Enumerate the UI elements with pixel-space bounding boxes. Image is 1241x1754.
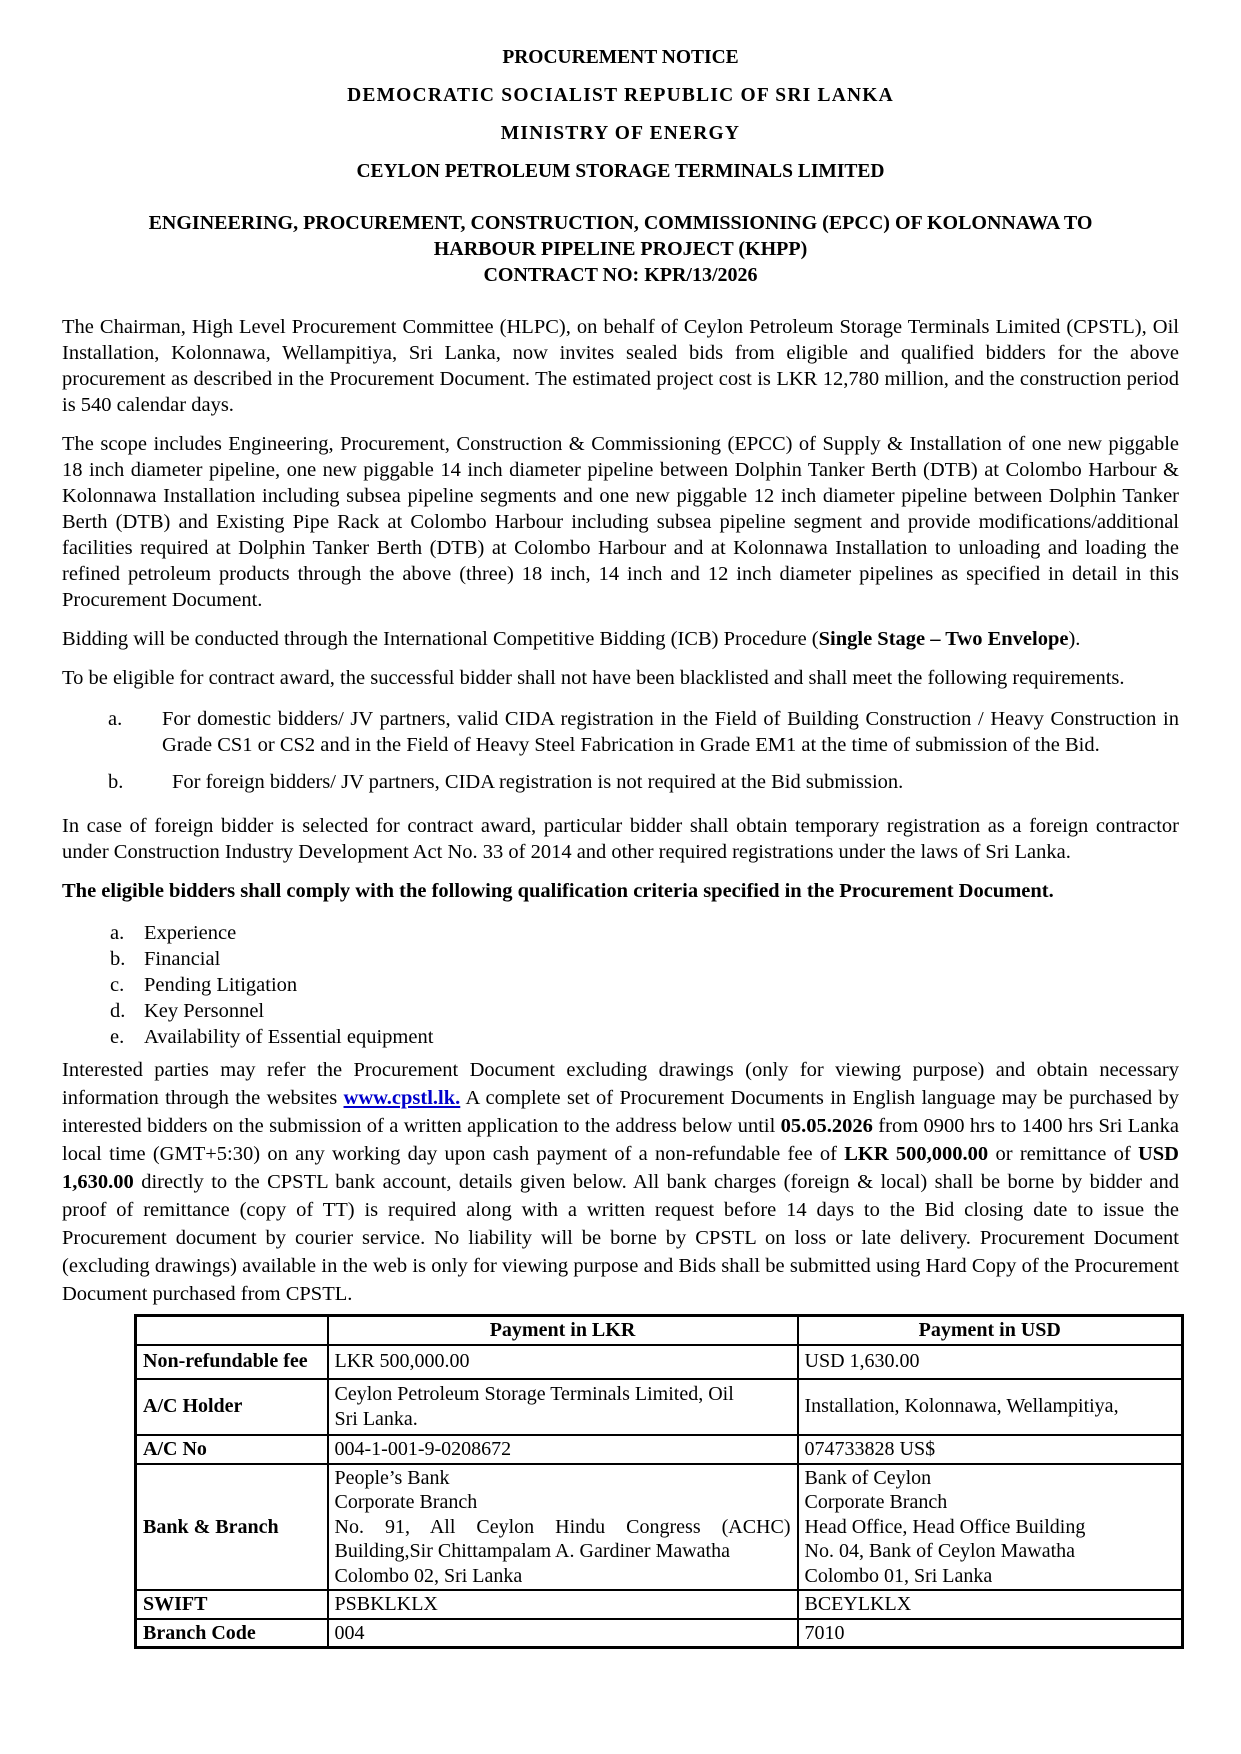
qualification-item-text: Key Personnel xyxy=(144,1000,265,1022)
list-marker: d. xyxy=(110,1000,126,1022)
project-title-block xyxy=(62,210,1179,288)
requirement-item-a-text: For domestic bidders/ JV partners, valid CIDA registration in the Field of Building Construction / Heavy Construction in Grade CS1 or CS2 and in the Field of Heavy Steel Fabrication in Grade EM1 at the time of submission of the Bid. xyxy=(162,708,1179,756)
qualification-item-experience xyxy=(62,920,1179,946)
fee-usd-cell: USD 1,630.00 xyxy=(798,1345,1183,1379)
paragraph-bidding-procedure xyxy=(62,626,1179,652)
bank-branch-lkr-cell xyxy=(328,1464,798,1591)
paragraph-scope: The scope includes Engineering, Procurement, Construction & Commissioning (EPCC) of Supply & Installation of one new piggable 18 inch diameter pipeline, one new piggable 14 inch diameter pipeline between Dolphin Tanker Berth (DTB) at Colombo Harbour & Kolonnawa Installation including subsea pipeline segments and one new piggable 12 inch diameter pipeline between Dolphin Tanker Berth (DTB) and Existing Pipe Rack at Colombo Harbour including subsea pipeline segment and provide modifications/additional facilities required at Dolphin Tanker Berth (DTB) at Colombo Harbour and at Kolonnawa Installation to unloading and loading the refined petroleum products through the above (three) 18 inch, 14 inch and 12 inch diameter pipelines as specified in detail in this Procurement Document. xyxy=(62,433,1179,611)
table-row-ac-holder xyxy=(136,1379,1183,1435)
cell-line: Colombo 01, Sri Lanka xyxy=(804,1564,993,1587)
paragraph-eligibility: To be eligible for contract award, the successful bidder shall not have been blacklisted and shall meet the following requirements. xyxy=(62,667,1125,689)
fee-label-cell: Non-refundable fee xyxy=(136,1345,328,1379)
text-segment: from 0900 hrs to 1400 hrs Sri Lanka local time (GMT+5:30) on any working day upon cash payment of a non-refundable fee of xyxy=(62,1115,1180,1165)
qualification-item-text: Financial xyxy=(144,948,221,970)
ac-no-usd-cell: 074733828 US$ xyxy=(798,1435,1183,1464)
table-row-non-refundable-fee xyxy=(136,1345,1183,1379)
list-marker: e. xyxy=(110,1026,125,1048)
cell-line: Corporate Branch xyxy=(804,1491,948,1513)
requirement-item-b xyxy=(62,769,1179,795)
branch-code-lkr-cell: 004 xyxy=(328,1619,798,1648)
header-empty-cell xyxy=(136,1316,328,1345)
bold-text: USD 1,630.00 xyxy=(62,1143,1179,1193)
header-payment-lkr: Payment in LKR xyxy=(328,1316,798,1345)
list-marker: b. xyxy=(108,771,124,793)
contract-number: CONTRACT NO: KPR/13/2026 xyxy=(483,264,758,286)
qualification-item-key-personnel xyxy=(62,998,1179,1024)
table-header-row xyxy=(136,1316,1183,1345)
project-title-line1: ENGINEERING, PROCUREMENT, CONSTRUCTION, COMMISSIONING (EPCC) OF KOLONNAWA TO xyxy=(148,212,1093,234)
text-segment: Interested parties may refer the Procurement Document excluding drawings (only for viewing purpose) and obtain necessary information through the websites xyxy=(62,1059,1179,1109)
paragraph-purchase-info xyxy=(62,1056,1179,1308)
text-segment: A complete set of Procurement Documents in English language may be purchased by interested bidders on the submission of a written application to the address below until xyxy=(62,1087,1179,1137)
branch-code-label-cell: Branch Code xyxy=(136,1619,328,1648)
bold-text: LKR 500,000.00 xyxy=(844,1143,989,1165)
ac-holder-usd-cell: Installation, Kolonnawa, Wellampitiya, xyxy=(798,1379,1183,1435)
project-title-line2: HARBOUR PIPELINE PROJECT (KHPP) xyxy=(433,238,808,260)
qualification-item-text: Pending Litigation xyxy=(144,974,298,996)
text-segment: or remittance of xyxy=(988,1143,1138,1165)
list-marker: b. xyxy=(110,948,126,970)
table-row-bank-branch xyxy=(136,1464,1183,1591)
table-row-swift xyxy=(136,1590,1183,1619)
ac-no-label-cell: A/C No xyxy=(136,1435,328,1464)
ac-holder-label-cell: A/C Holder xyxy=(136,1379,328,1435)
cell-line: No. 04, Bank of Ceylon Mawatha xyxy=(804,1540,1076,1562)
cell-line: No. 91, All Ceylon Hindu Congress (ACHC) xyxy=(334,1515,791,1538)
doc-title-company: CEYLON PETROLEUM STORAGE TERMINALS LIMITED xyxy=(356,161,885,182)
qualification-item-equipment xyxy=(62,1024,1179,1050)
qualification-item-text: Experience xyxy=(144,922,237,944)
swift-usd-cell: BCEYLKLX xyxy=(798,1590,1183,1619)
branch-code-usd-cell: 7010 xyxy=(798,1619,1183,1648)
swift-label-cell: SWIFT xyxy=(136,1590,328,1619)
table-row-ac-no xyxy=(136,1435,1183,1464)
cell-line: Bank of Ceylon xyxy=(804,1466,932,1489)
table-row-branch-code xyxy=(136,1619,1183,1648)
header-payment-usd: Payment in USD xyxy=(798,1316,1183,1345)
doc-title-country: DEMOCRATIC SOCIALIST REPUBLIC OF SRI LANKA xyxy=(347,85,894,106)
qualification-item-pending-litigation xyxy=(62,972,1179,998)
fee-lkr-cell: LKR 500,000.00 xyxy=(328,1345,798,1379)
payment-details-table xyxy=(134,1314,1184,1649)
list-marker: a. xyxy=(110,922,125,944)
cell-line: Corporate Branch xyxy=(334,1491,478,1513)
requirement-item-a xyxy=(62,706,1179,758)
doc-title-ministry: MINISTRY OF ENERGY xyxy=(500,123,741,144)
ac-holder-lkr-cell xyxy=(328,1379,798,1435)
bold-text: 05.05.2026 xyxy=(780,1115,873,1137)
cell-line: Colombo 02, Sri Lanka xyxy=(334,1564,523,1587)
doc-title-procurement-notice: PROCUREMENT NOTICE xyxy=(502,47,739,68)
cell-line: Ceylon Petroleum Storage Terminals Limited, Oil xyxy=(334,1383,734,1405)
bank-branch-label-cell: Bank & Branch xyxy=(136,1464,328,1591)
ac-no-lkr-cell: 004-1-001-9-0208672 xyxy=(328,1435,798,1464)
cell-line: People’s Bank xyxy=(334,1466,450,1489)
list-marker: a. xyxy=(108,708,123,730)
bold-text: Single Stage – Two Envelope xyxy=(818,628,1069,650)
cell-line: Sri Lanka. xyxy=(334,1407,418,1430)
qualification-item-text: Availability of Essential equipment xyxy=(144,1026,434,1048)
bank-branch-usd-cell xyxy=(798,1464,1183,1591)
qualification-item-financial xyxy=(62,946,1179,972)
cpstl-website-link[interactable]: www.cpstl.lk. xyxy=(343,1087,461,1109)
cell-line: Building,Sir Chittampalam A. Gardiner Mawatha xyxy=(334,1540,730,1562)
paragraph-foreign-bidder: In case of foreign bidder is selected for contract award, particular bidder shall obtain temporary registration as a foreign contractor under Construction Industry Development Act No. 33 of 2014 and other required registrations under the laws of Sri Lanka. xyxy=(62,815,1179,863)
qualification-criteria-list xyxy=(62,920,1179,1050)
text-segment: Bidding will be conducted through the International Competitive Bidding (ICB) Procedure ( xyxy=(62,628,819,650)
text-segment: ). xyxy=(1068,628,1081,650)
list-marker: c. xyxy=(110,974,125,996)
swift-lkr-cell: PSBKLKLX xyxy=(328,1590,798,1619)
paragraph-invitation: The Chairman, High Level Procurement Committee (HLPC), on behalf of Ceylon Petroleum Storage Terminals Limited (CPSTL), Oil Installation, Kolonnawa, Wellampitiya, Sri Lanka, now invites sealed bids from eligible and qualified bidders for the above procurement as described in the Procurement Document. The estimated project cost is LKR 12,780 million, and the construction period is 540 calendar days. xyxy=(62,316,1179,416)
cell-line: Head Office, Head Office Building xyxy=(804,1515,1086,1538)
requirement-item-b-text: For foreign bidders/ JV partners, CIDA registration is not required at the Bid submission. xyxy=(172,771,904,793)
paragraph-qualification-heading: The eligible bidders shall comply with the following qualification criteria specified in the Procurement Document. xyxy=(62,880,1054,902)
text-segment: directly to the CPSTL bank account, details given below. All bank charges (foreign & local) shall be borne by bidder and proof of remittance (copy of TT) is required along with a written request before 14 days to the Bid closing date to issue the Procurement document by courier service. No liability will be borne by CPSTL on loss or late delivery. Procurement Document (excluding drawings) available in the web is only for viewing purpose and Bids shall be submitted using Hard Copy of the Procurement Document purchased from CPSTL. xyxy=(62,1171,1179,1305)
